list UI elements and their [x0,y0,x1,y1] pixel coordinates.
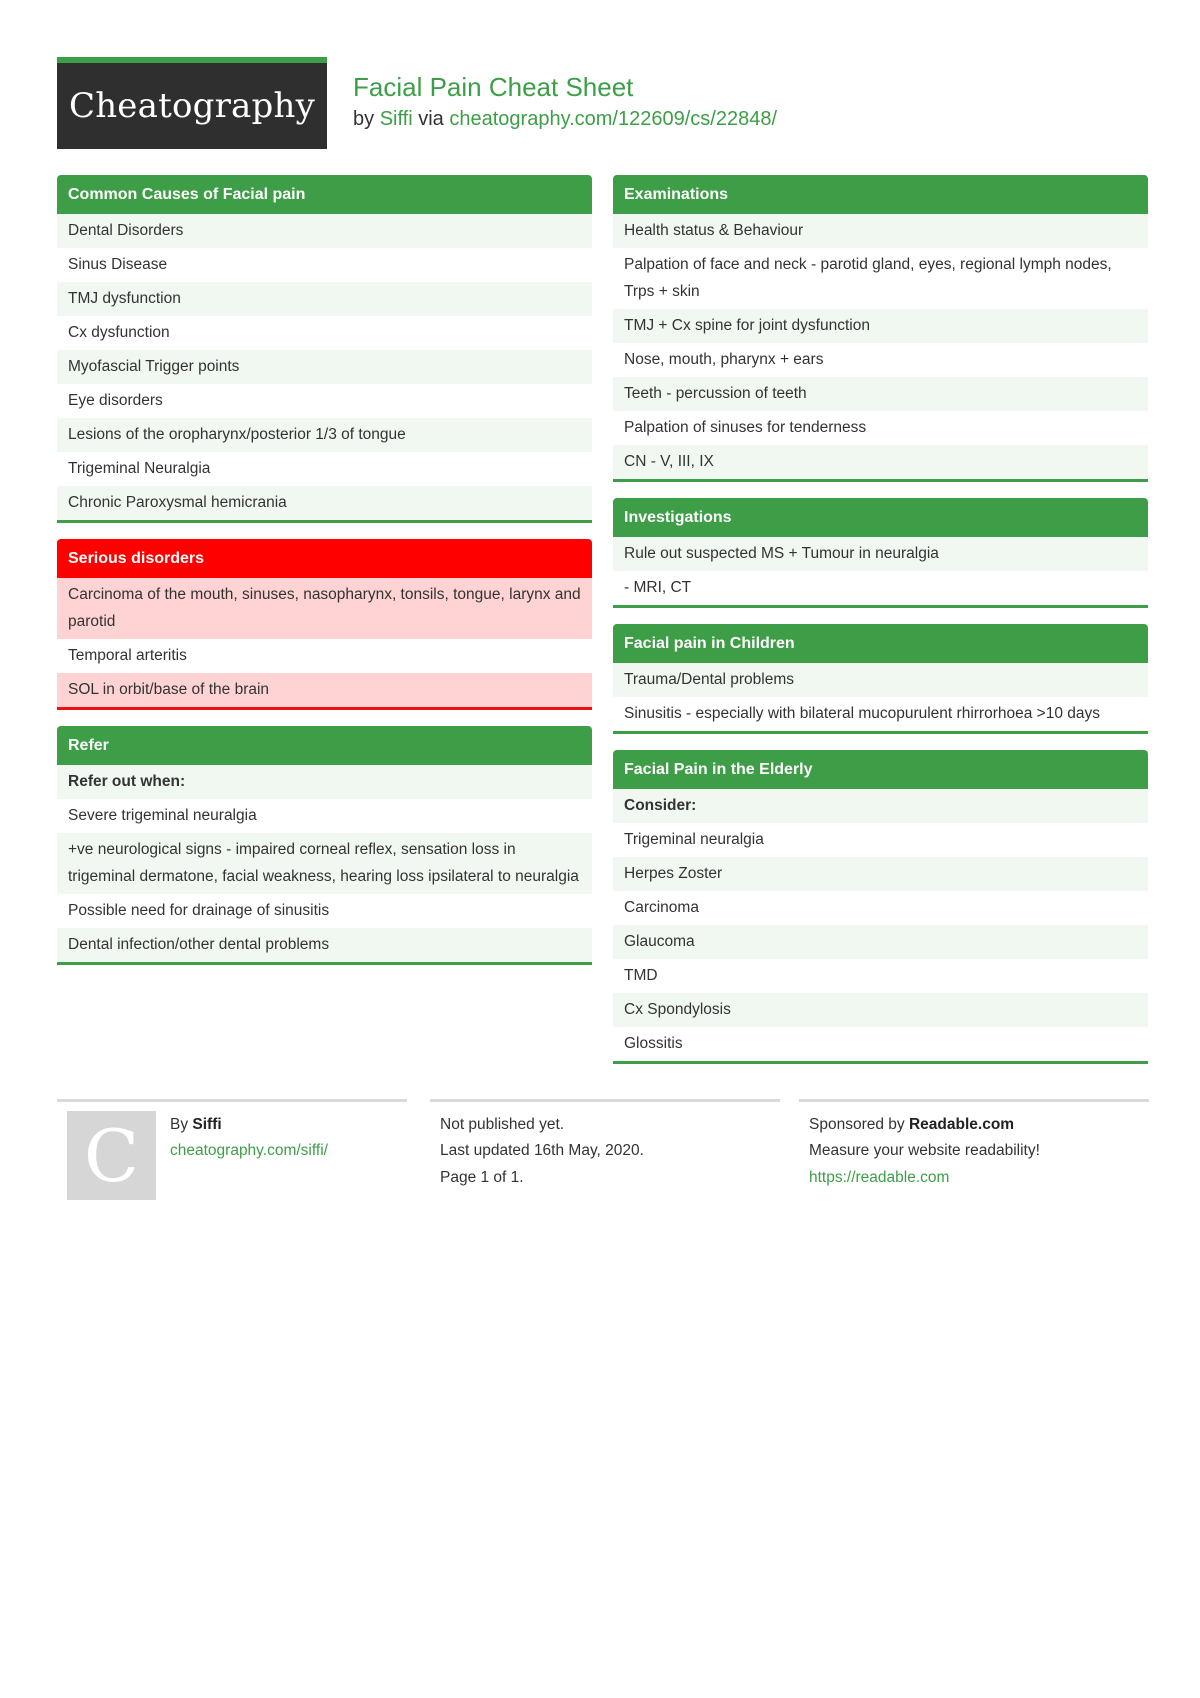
section-heading: Serious disorders [57,539,592,578]
footer-by-line [170,1111,222,1138]
left-column [57,175,592,981]
avatar-letter: C [83,1113,140,1198]
section-refer [57,726,592,965]
list-item: Cx dysfunction [68,324,170,341]
avatar[interactable] [67,1111,156,1200]
list-item: Eye disorders [68,392,163,409]
list-item: Dental infection/other dental problems [57,928,592,962]
page-title: Facial Pain Cheat Sheet [353,72,634,102]
list-item: Severe trigeminal neuralgia [68,807,257,824]
list-item: Possible need for drainage of sinusitis [68,902,330,919]
list-item: Sinus Disease [68,256,168,273]
section-facial-pain-in-children [613,624,1148,734]
list-item: - MRI, CT [624,579,692,596]
sheet-url-link[interactable]: cheatography.com/122609/cs/22848/ [449,108,778,130]
list-item: TMD [624,967,658,984]
list-item: CN - V, III, IX [613,445,1148,479]
sponsor-line [809,1111,1014,1138]
section-heading: Common Causes of Facial pain [57,175,592,214]
cheatography-logo[interactable] [57,57,327,149]
section-examinations [613,175,1148,482]
section-serious-disorders [57,539,592,710]
section-heading: Examinations [613,175,1148,214]
section-common-causes-of-facial-pain [57,175,592,523]
footer-status [430,1099,780,1204]
author-link[interactable]: Siffi [379,108,413,130]
footer-divider [430,1099,780,1102]
list-item: Refer out when: [57,765,592,799]
list-item: Nose, mouth, pharynx + ears [624,351,824,368]
byline [353,108,777,131]
section-heading: Facial pain in Children [613,624,1148,663]
sponsor-tagline: Measure your website readability! [809,1142,1040,1159]
list-item: Palpation of sinuses for tenderness [624,419,867,436]
sponsor-name: Readable.com [908,1116,1015,1133]
section-heading: Facial Pain in the Elderly [613,750,1148,789]
list-item: Myofascial Trigger points [57,350,592,384]
list-item: Trigeminal Neuralgia [68,460,211,477]
sponsor-link[interactable]: https://readable.com [809,1169,950,1186]
section-investigations [613,498,1148,608]
list-item: Trigeminal neuralgia [624,831,764,848]
page-number: Page 1 of 1. [440,1169,524,1186]
by-prefix: by [353,108,375,130]
list-item: Teeth - percussion of teeth [613,377,1148,411]
list-item: Rule out suspected MS + Tumour in neuralgia [613,537,1148,571]
section-heading: Refer [57,726,592,765]
footer-author-name: Siffi [192,1116,222,1133]
list-item: Chronic Paroxysmal hemicrania [57,486,592,520]
list-item: Temporal arteritis [68,647,187,664]
footer-divider [799,1099,1149,1102]
footer-sponsor [799,1099,1149,1204]
logo-text: Cheatography [69,86,315,126]
list-item: Carcinoma of the mouth, sinuses, nasopharynx, tonsils, tongue, larynx and parotid [57,578,592,639]
last-updated: Last updated 16th May, 2020. [440,1142,644,1159]
list-item: SOL in orbit/base of the brain [57,673,592,707]
via-text: via [418,108,444,130]
list-item: +ve neurological signs - impaired corneal reflex, sensation loss in trigeminal dermatone, facial weakness, hearing loss ipsilateral to neuralgia [57,833,592,894]
footer-by-prefix: By [170,1116,189,1133]
list-item: Glossitis [624,1035,683,1052]
footer-divider [57,1099,407,1102]
list-item: Lesions of the oropharynx/posterior 1/3 of tongue [57,418,592,452]
published-status: Not published yet. [440,1116,565,1133]
list-item: Consider: [613,789,1148,823]
list-item: Health status & Behaviour [613,214,1148,248]
right-column [613,175,1148,1080]
footer-author [57,1099,407,1204]
list-item: TMJ + Cx spine for joint dysfunction [613,309,1148,343]
list-item: Carcinoma [624,899,699,916]
sponsored-prefix: Sponsored by [809,1116,905,1133]
list-item: Dental Disorders [57,214,592,248]
list-item: Glaucoma [613,925,1148,959]
list-item: Palpation of face and neck - parotid gland, eyes, regional lymph nodes, Trps + skin [624,256,1112,300]
section-heading: Investigations [613,498,1148,537]
list-item: TMJ dysfunction [57,282,592,316]
list-item: Sinusitis - especially with bilateral mucopurulent rhirrorhoea >10 days [624,705,1100,722]
list-item: Cx Spondylosis [613,993,1148,1027]
list-item: Herpes Zoster [613,857,1148,891]
list-item: Trauma/Dental problems [613,663,1148,697]
footer-author-link[interactable]: cheatography.com/siffi/ [170,1142,328,1159]
section-facial-pain-in-the-elderly [613,750,1148,1064]
